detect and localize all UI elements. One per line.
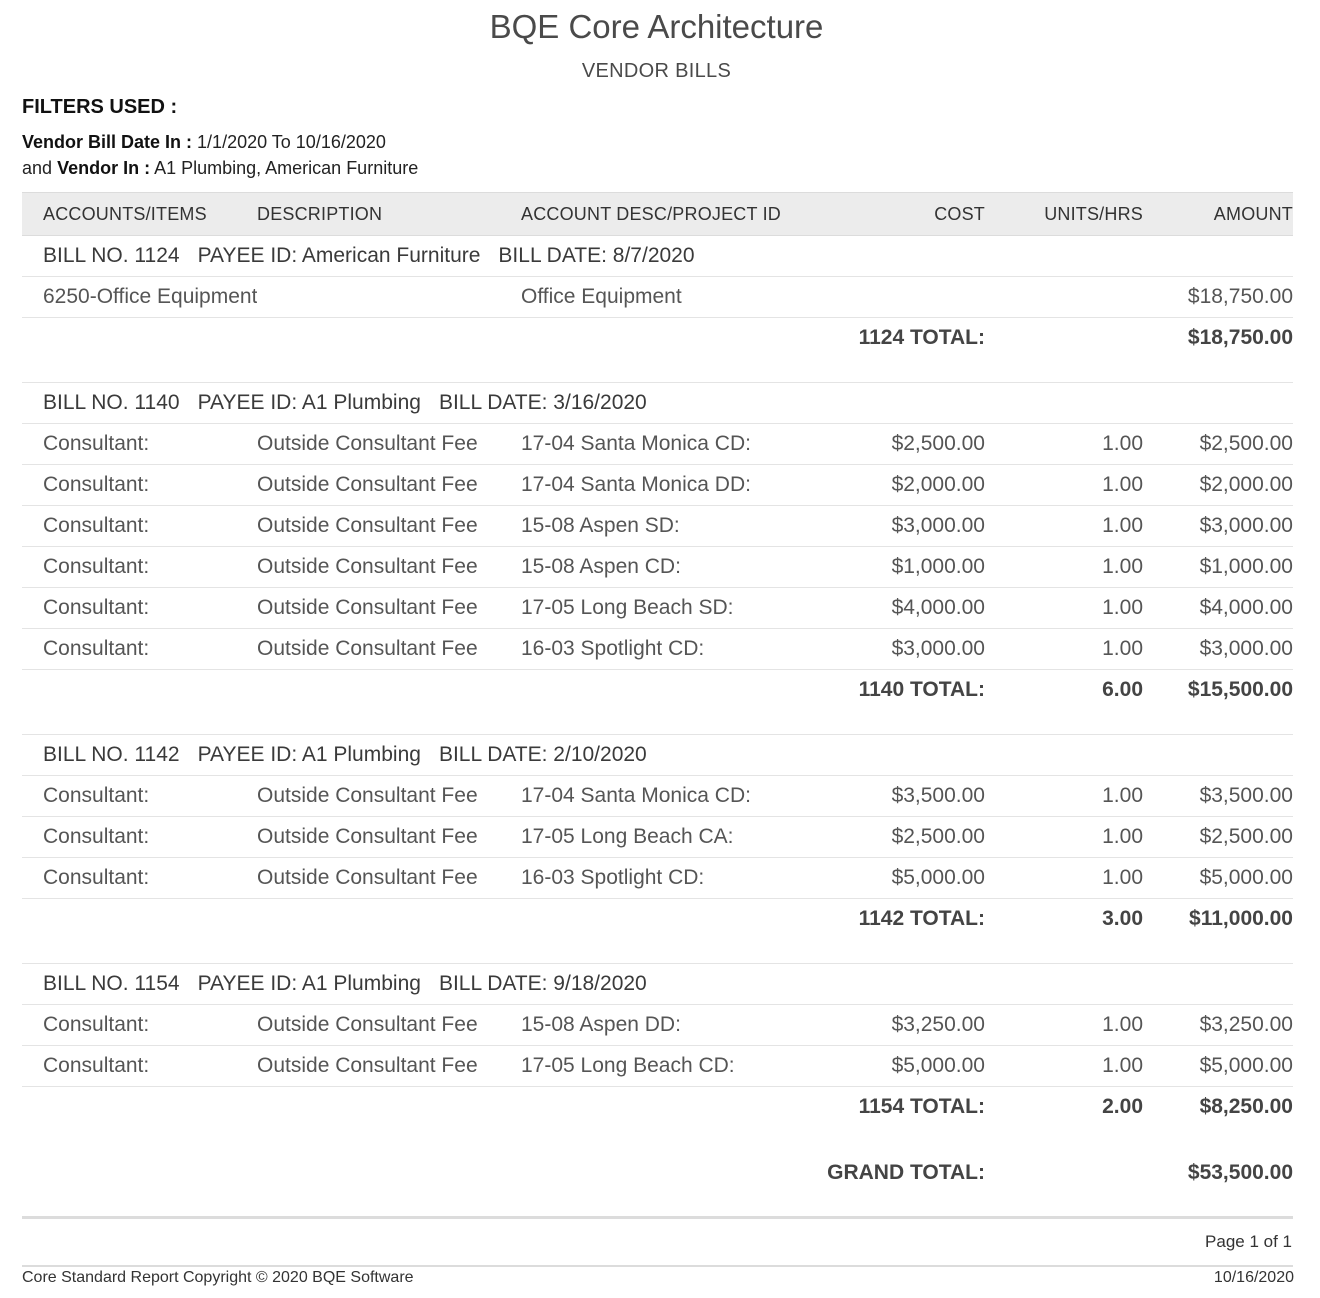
bill-payee: PAYEE ID: A1 Plumbing [197,743,421,766]
bill-total-amount: $11,000.00 [1189,907,1293,930]
item-units: 1.00 [985,1005,1143,1046]
bill-total-amount: $8,250.00 [1199,1095,1293,1118]
item-units: 1.00 [985,506,1143,547]
column-header-description: DESCRIPTION [257,193,521,236]
table-row [22,277,1293,318]
item-cost: $3,000.00 [831,506,985,547]
item-amount: $4,000.00 [1143,588,1293,629]
item-amount: $3,000.00 [1143,506,1293,547]
item-amount: $5,000.00 [1143,858,1293,899]
item-amount: $2,500.00 [1143,424,1293,465]
item-project: 15-08 Aspen CD: [521,547,831,588]
column-header-project: ACCOUNT DESC/PROJECT ID [521,193,831,236]
item-account: Consultant: [22,858,257,899]
page-indicator: Page 1 of 1 [1205,1232,1292,1251]
item-units: 1.00 [985,424,1143,465]
item-units: 1.00 [985,588,1143,629]
grand-total-amount: $53,500.00 [1187,1161,1293,1184]
table-row [22,1005,1293,1046]
bill-number: BILL NO. 1142 [43,743,180,766]
filter-date-line [22,132,386,153]
item-amount: $3,250.00 [1143,1005,1293,1046]
column-header-units: UNITS/HRS [985,193,1143,236]
item-units: 1.00 [985,817,1143,858]
item-units: 1.00 [985,858,1143,899]
item-account: Consultant: [22,547,257,588]
bill-payee: PAYEE ID: A1 Plumbing [197,972,421,995]
section-spacer-cell [22,358,1293,383]
item-amount: $2,500.00 [1143,817,1293,858]
bill-total-label: 1142 TOTAL: [858,907,985,930]
item-description: Outside Consultant Fee [257,817,521,858]
section-spacer-cell [22,1127,1293,1151]
item-amount: $2,000.00 [1143,465,1293,506]
item-cost: $2,000.00 [831,465,985,506]
item-cost: $3,500.00 [831,776,985,817]
item-units: 1.00 [985,547,1143,588]
table-row [22,506,1293,547]
column-header-accounts: ACCOUNTS/ITEMS [22,193,257,236]
item-cost: $3,250.00 [831,1005,985,1046]
bill-total-label: 1154 TOTAL: [858,1095,985,1118]
section-spacer-cell [22,939,1293,964]
item-description: Outside Consultant Fee [257,776,521,817]
bill-total-units: 6.00 [1102,678,1143,701]
item-description: Outside Consultant Fee [257,588,521,629]
grand-total-label: GRAND TOTAL: [827,1161,985,1184]
item-description: Outside Consultant Fee [257,424,521,465]
item-amount: $3,000.00 [1143,629,1293,670]
item-project: 17-04 Santa Monica DD: [521,465,831,506]
item-project: 17-05 Long Beach CD: [521,1046,831,1087]
item-description: Outside Consultant Fee [257,506,521,547]
table-row [22,465,1293,506]
item-cost: $1,000.00 [831,547,985,588]
item-project: Office Equipment [521,277,831,318]
bill-total-row [22,899,1293,940]
item-description: Outside Consultant Fee [257,629,521,670]
item-units: 1.00 [985,629,1143,670]
item-account: Consultant: [22,588,257,629]
item-description: Outside Consultant Fee [257,547,521,588]
bill-total-units: 2.00 [1102,1095,1143,1118]
item-account: Consultant: [22,1046,257,1087]
section-spacer [22,710,1293,735]
bill-total-label: 1124 TOTAL: [858,326,985,349]
table-header-row [22,193,1293,236]
item-project: 16-03 Spotlight CD: [521,629,831,670]
column-header-amount: AMOUNT [1143,193,1293,236]
table-row [22,858,1293,899]
item-cost: $5,000.00 [831,858,985,899]
item-account: Consultant: [22,424,257,465]
filter-date-value: 1/1/2020 To 10/16/2020 [197,132,386,152]
item-cost: $4,000.00 [831,588,985,629]
table-row [22,776,1293,817]
item-account: Consultant: [22,1005,257,1046]
item-description: Outside Consultant Fee [257,1046,521,1087]
bill-payee: PAYEE ID: A1 Plumbing [197,391,421,414]
bill-total-units: 3.00 [1102,907,1143,930]
footer-divider-top [22,1216,1293,1219]
table-row [22,588,1293,629]
section-spacer-cell [22,710,1293,735]
copyright-text: Core Standard Report Copyright © 2020 BQE Software [22,1269,414,1286]
filter-and-text: and [22,158,53,178]
bill-date: BILL DATE: 9/18/2020 [438,972,647,995]
item-account: Consultant: [22,506,257,547]
report-date: 10/16/2020 [1213,1269,1294,1286]
bill-total-units [985,318,1143,359]
section-spacer [22,358,1293,383]
item-account: 6250-Office Equipment [22,277,257,318]
bill-date: BILL DATE: 8/7/2020 [498,244,695,267]
item-amount: $5,000.00 [1143,1046,1293,1087]
item-amount: $18,750.00 [1143,277,1293,318]
item-cost: $2,500.00 [831,424,985,465]
item-description: Outside Consultant Fee [257,858,521,899]
bill-header [22,236,1293,277]
item-description: Outside Consultant Fee [257,1005,521,1046]
item-project: 17-05 Long Beach CA: [521,817,831,858]
bill-number: BILL NO. 1154 [43,972,180,995]
item-units: 1.00 [985,776,1143,817]
bill-header-row [22,383,1293,424]
bill-header [22,383,1293,424]
item-project: 17-04 Santa Monica CD: [521,424,831,465]
bill-header [22,964,1293,1005]
vendor-bills-table [22,192,1293,1195]
bills-body [22,236,1293,1196]
section-spacer [22,939,1293,964]
item-account: Consultant: [22,629,257,670]
bill-payee: PAYEE ID: American Furniture [197,244,481,267]
bill-total-amount: $18,750.00 [1187,326,1293,349]
item-project: 17-05 Long Beach SD: [521,588,831,629]
footer-divider-bottom [22,1265,1293,1267]
item-account: Consultant: [22,465,257,506]
bill-number: BILL NO. 1124 [43,244,180,267]
item-account: Consultant: [22,817,257,858]
bill-total-row [22,1087,1293,1128]
grand-total-spacer [985,1151,1143,1195]
item-cost: $3,000.00 [831,629,985,670]
column-header-cost: COST [831,193,985,236]
item-units [985,277,1143,318]
bill-header-row [22,964,1293,1005]
item-cost: $5,000.00 [831,1046,985,1087]
company-name: BQE Core Architecture [489,8,824,45]
bill-number: BILL NO. 1140 [43,391,180,414]
section-spacer [22,1127,1293,1151]
item-cost: $2,500.00 [831,817,985,858]
item-description [257,277,521,318]
bill-total-amount: $15,500.00 [1187,678,1293,701]
table-row [22,817,1293,858]
table-row [22,424,1293,465]
item-cost [831,277,985,318]
item-amount: $3,500.00 [1143,776,1293,817]
bill-header-row [22,735,1293,776]
bill-header [22,735,1293,776]
item-units: 1.00 [985,1046,1143,1087]
filter-vendor-value: A1 Plumbing, American Furniture [154,158,419,178]
bill-total-row [22,670,1293,711]
item-description: Outside Consultant Fee [257,465,521,506]
bill-total-row [22,318,1293,359]
bill-total-label: 1140 TOTAL: [858,678,985,701]
item-project: 16-03 Spotlight CD: [521,858,831,899]
item-project: 15-08 Aspen DD: [521,1005,831,1046]
bill-header-row [22,236,1293,277]
filter-date-label: Vendor Bill Date In : [22,132,193,152]
filters-heading: FILTERS USED : [22,96,178,118]
filter-vendor-label: Vendor In : [57,158,151,178]
filter-vendor-line [22,158,418,179]
report-title: VENDOR BILLS [581,60,732,82]
item-project: 17-04 Santa Monica CD: [521,776,831,817]
table-row [22,547,1293,588]
grand-total-row [22,1151,1293,1195]
table-row [22,629,1293,670]
item-project: 15-08 Aspen SD: [521,506,831,547]
item-amount: $1,000.00 [1143,547,1293,588]
item-account: Consultant: [22,776,257,817]
bill-date: BILL DATE: 3/16/2020 [438,391,647,414]
item-units: 1.00 [985,465,1143,506]
bill-date: BILL DATE: 2/10/2020 [438,743,647,766]
table-row [22,1046,1293,1087]
